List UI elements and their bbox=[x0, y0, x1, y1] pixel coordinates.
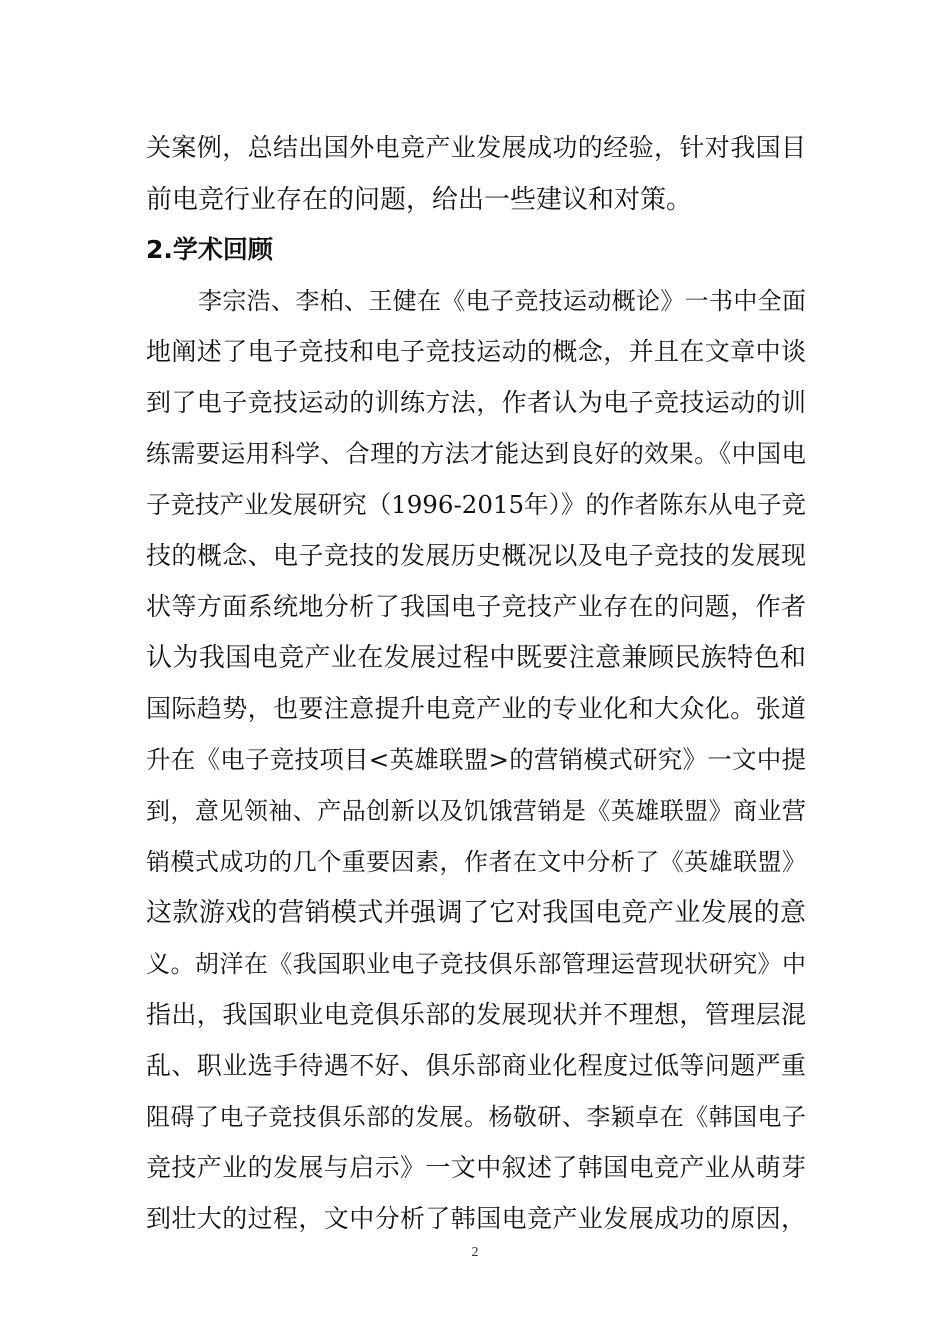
paragraph-line: 李宗浩、李柏、王健在《电子竞技运动概论》一书中全面 bbox=[198, 287, 806, 315]
paragraph-line: 指出，我国职业电竞俱乐部的发展现状并不理想，管理层混 bbox=[146, 1000, 806, 1029]
page-number: 2 bbox=[471, 1245, 479, 1260]
paragraph-line: 认为我国电竞产业在发展过程中既要注意兼顾民族特色和 bbox=[146, 643, 806, 673]
paragraph-line: 升在《电子竞技项目<英雄联盟>的营销模式研究》一文中提 bbox=[146, 745, 806, 774]
paragraph-line: 状等方面系统地分析了我国电子竞技产业存在的问题，作者 bbox=[146, 592, 806, 621]
paragraph-line: 到了电子竞技运动的训练方法，作者认为电子竞技运动的训 bbox=[146, 388, 806, 417]
intro-line-1: 关案例，总结出国外电竞产业发展成功的经验，针对我国目 bbox=[146, 133, 806, 162]
paragraph-line: 到壮大的过程，文中分析了韩国电竞产业发展成功的原因， bbox=[146, 1204, 806, 1233]
paragraph-line: 到，意见领袖、产品创新以及饥饿营销是《英雄联盟》商业营 bbox=[146, 797, 806, 825]
paragraph-line: 练需要运用科学、合理的方法才能达到良好的效果。《中国电 bbox=[146, 439, 806, 468]
intro-line-2: 前电竞行业存在的问题，给出一些建议和对策。 bbox=[146, 185, 693, 215]
paragraph-line: 技的概念、电子竞技的发展历史概况以及电子竞技的发展现 bbox=[146, 541, 806, 570]
paragraph-line: 竞技产业的发展与启示》一文中叙述了韩国电竞产业从萌芽 bbox=[146, 1153, 806, 1182]
paragraph-line: 国际趋势，也要注意提升电竞产业的专业化和大众化。张道 bbox=[146, 694, 806, 723]
paragraph-line: 子竞技产业发展研究（1996-2015年）》的作者陈东从电子竞 bbox=[146, 490, 806, 519]
section-heading: 2.学术回顾 bbox=[146, 235, 273, 264]
paragraph-line: 义。胡洋在《我国职业电子竞技俱乐部管理运营现状研究》中 bbox=[146, 950, 806, 978]
paragraph-line: 地阐述了电子竞技和电子竞技运动的概念，并且在文章中谈 bbox=[146, 337, 806, 366]
paragraph-line: 销模式成功的几个重要因素，作者在文中分析了《英雄联盟》 bbox=[146, 848, 806, 876]
paragraph-line: 这款游戏的营销模式并强调了它对我国电竞产业发展的意 bbox=[146, 898, 806, 928]
paragraph-line: 阻碍了电子竞技俱乐部的发展。杨敬研、李颖卓在《韩国电子 bbox=[146, 1103, 806, 1131]
paragraph-line: 乱、职业选手待遇不好、俱乐部商业化程度过低等问题严重 bbox=[146, 1051, 806, 1080]
